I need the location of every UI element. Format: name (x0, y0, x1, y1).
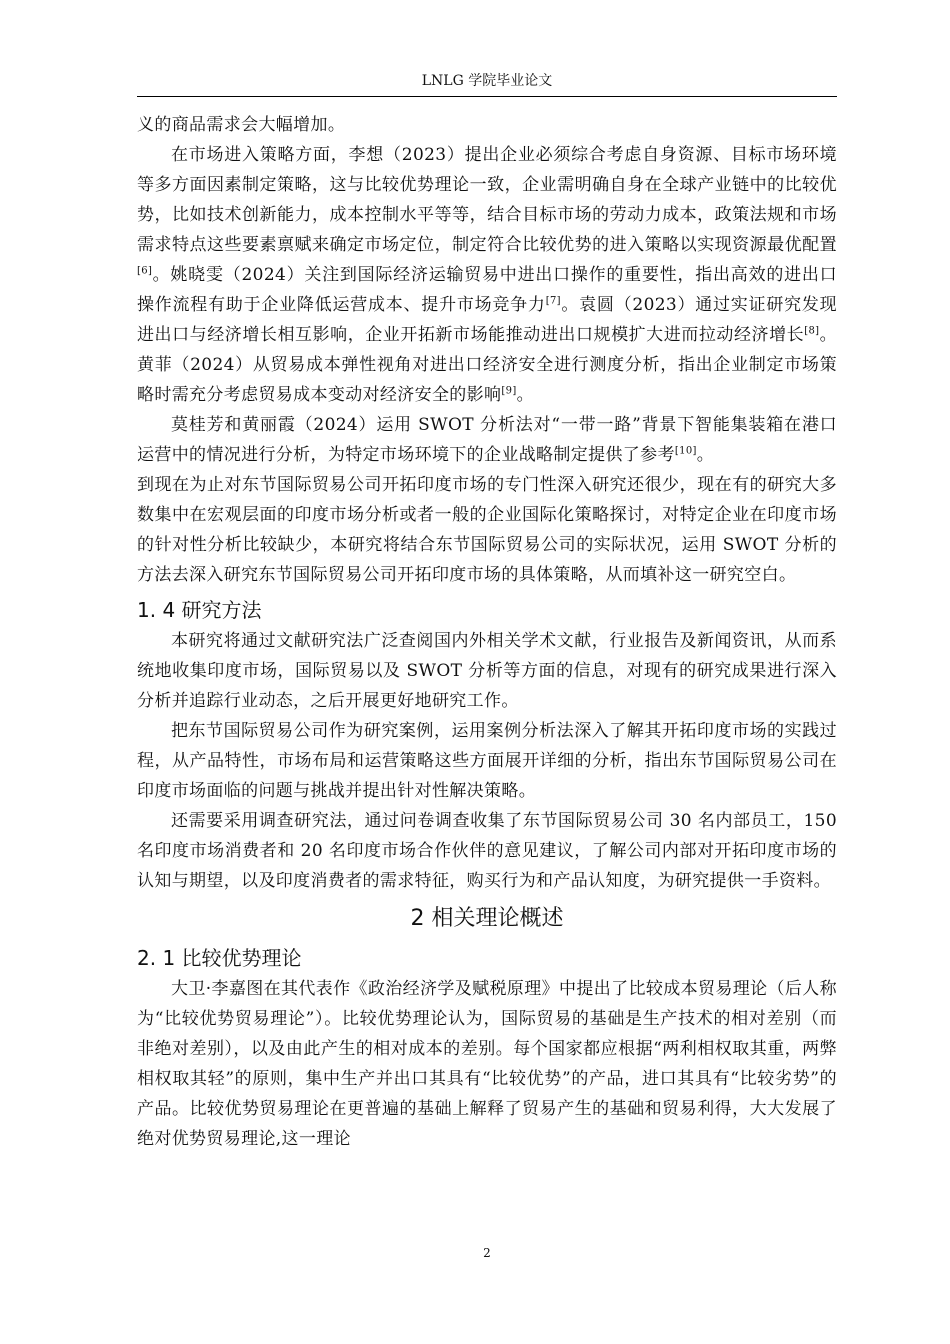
paragraph-text: 。 (696, 445, 715, 465)
chapter-heading-2: 2 相关理论概述 (410, 906, 564, 931)
paragraph-continuation: 义的商品需求会大幅增加。 (137, 115, 346, 135)
paragraph-case-method: 把东节国际贸易公司作为研究案例，运用案例分析法深入了解其开拓印度市场的实践过程，从产品特性，市场布局和运营策略这些方面展开详细的分析，指出东节国际贸易公司在印度市场面临的问题与挑战并提出针对性解决策略。 (137, 721, 837, 801)
page-number: 2 (483, 1246, 491, 1260)
paragraph-text: 。袁圆（2023）通过实证研究发现进出口与经济增长相互影响，企业开拓新市场能推动进出口规模扩大进而拉动经济增长 (137, 295, 837, 345)
paragraph-survey-method: 还需要采用调查研究法，通过问卷调查收集了东节国际贸易公司 30 名内部员工，150 名印度市场消费者和 20 名印度市场合作伙伴的意见建议，了解公司内部对开拓印度市场的认知与期望，以及印度消费者的需求特征，购买行为和产品认知度，为研究提供一手资料。 (137, 811, 837, 891)
citation-8: [8] (804, 325, 820, 337)
paragraph-comparative-advantage: 大卫·李嘉图在其代表作《政治经济学及赋税原理》中提出了比较成本贸易理论（后人称为“比较优势贸易理论”）。比较优势理论认为，国际贸易的基础是生产技术的相对差别（而非绝对差别），以及由此产生的相对成本的差别。每个国家都应根据“两利相权取其重，两弊相权取其轻”的原则，集中生产并出口其具有“比较优势”的产品，进口其具有“比较劣势”的产品。比较优势贸易理论在更普遍的基础上解释了贸易产生的基础和贸易利得，大大发展了绝对优势贸易理论,这一理论 (137, 979, 837, 1149)
section-heading-2-1: 2. 1 比较优势理论 (137, 946, 302, 970)
citation-9: [9] (501, 385, 517, 397)
paragraph-text: 。 (516, 385, 534, 405)
paragraph-market-entry (137, 140, 837, 410)
citation-6: [6] (137, 265, 153, 277)
running-header: LNLG 学院毕业论文 (421, 73, 553, 89)
paragraph-text: 在市场进入策略方面，李想（2023）提出企业必须综合考虑自身资源、目标市场环境等多方面因素制定策略，这与比较优势理论一致，企业需明确自身在全球产业链中的比较优势，比如技术创新能力，成本控制水平等等，结合目标市场的劳动力成本，政策法规和市场需求特点这些要素禀赋来确定市场定位，制定符合比较优势的进入策略以实现资源最优配置 (137, 145, 837, 255)
paragraph-literature-method: 本研究将通过文献研究法广泛查阅国内外相关学术文献，行业报告及新闻资讯，从而系统地收集印度市场，国际贸易以及 SWOT 分析等方面的信息，对现有的研究成果进行深入分析并追踪行业动态，之后开展更好地研究工作。 (137, 631, 837, 711)
citation-7: [7] (545, 295, 561, 307)
paragraph-text: 。黄菲（2024）从贸易成本弹性视角对进出口经济安全进行测度分析，指出企业制定市场策略时需充分考虑贸易成本变动对经济安全的影响 (137, 325, 837, 405)
document-body (137, 110, 837, 1154)
paragraph-research-gap: 到现在为止对东节国际贸易公司开拓印度市场的专门性深入研究还很少，现在有的研究大多数集中在宏观层面的印度市场分析或者一般的企业国际化策略探讨，对特定企业在印度市场的针对性分析比较缺少，本研究将结合东节国际贸易公司的实际状况，运用 SWOT 分析的方法去深入研究东节国际贸易公司开拓印度市场的具体策略，从而填补这一研究空白。 (137, 475, 837, 585)
section-heading-1-4: 1. 4 研究方法 (137, 598, 262, 622)
header-rule (137, 96, 837, 97)
paragraph-text: 莫桂芳和黄丽霞（2024）运用 SWOT 分析法对“一带一路”背景下智能集装箱在港口运营中的情况进行分析，为特定市场环境下的企业战略制定提供了参考 (137, 415, 837, 465)
citation-10: [10] (674, 445, 697, 457)
paragraph-text: 。姚晓雯（2024）关注到国际经济运输贸易中进出口操作的重要性，指出高效的进出口操作流程有助于企业降低运营成本、提升市场竞争力 (137, 265, 837, 315)
paragraph-swot-reference (137, 410, 837, 470)
